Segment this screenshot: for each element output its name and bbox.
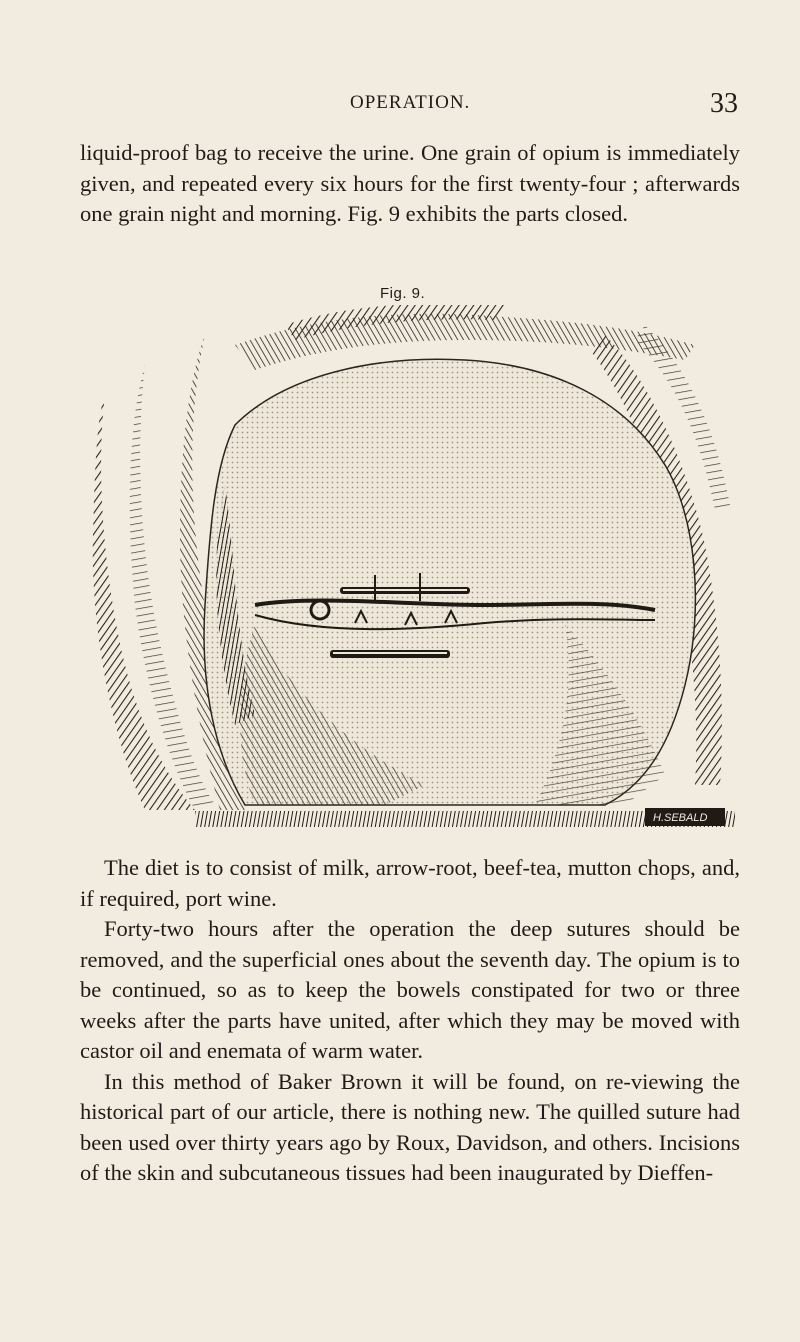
engraver-signature: H.SEBALD: [653, 812, 708, 824]
paragraph: Forty-two hours after the operation the deep sutures should be removed, and the superficial ones about the seventh day. The opium is to be continued, so as to keep the bowels constipated for two or three weeks after the parts have united, after which they may be moved with castor oil and enemata of warm water.: [80, 916, 740, 1063]
body-text-top: [80, 138, 740, 230]
body-text-bottom: [80, 853, 740, 1189]
paragraph: The diet is to consist of milk, arrow-root, beef-tea, mutton chops, and, if required, port wine.: [80, 855, 740, 911]
running-title: OPERATION.: [350, 92, 471, 113]
page-number: 33: [710, 88, 738, 119]
paragraph: In this method of Baker Brown it will be found, on re-viewing the historical part of our article, there is nothing new. The quilled suture had been used over thirty years ago by Roux, Davidson, and others. Incisions of the skin and subcutaneous tissues had been inaugurated by Dieffen-: [80, 1068, 740, 1185]
paragraph: liquid-proof bag to receive the urine. One grain of opium is immediately given, and repeated every six hours for the first twenty-four ; afterwards one grain night and morning. Fig. 9 exhibits the parts closed.: [80, 140, 740, 226]
quilled-suture-lower: [330, 650, 450, 658]
running-head: [80, 88, 738, 122]
figure-engraving: [85, 305, 735, 830]
engraving-illustration: [85, 305, 735, 830]
figure-caption: Fig. 9.: [380, 285, 426, 302]
